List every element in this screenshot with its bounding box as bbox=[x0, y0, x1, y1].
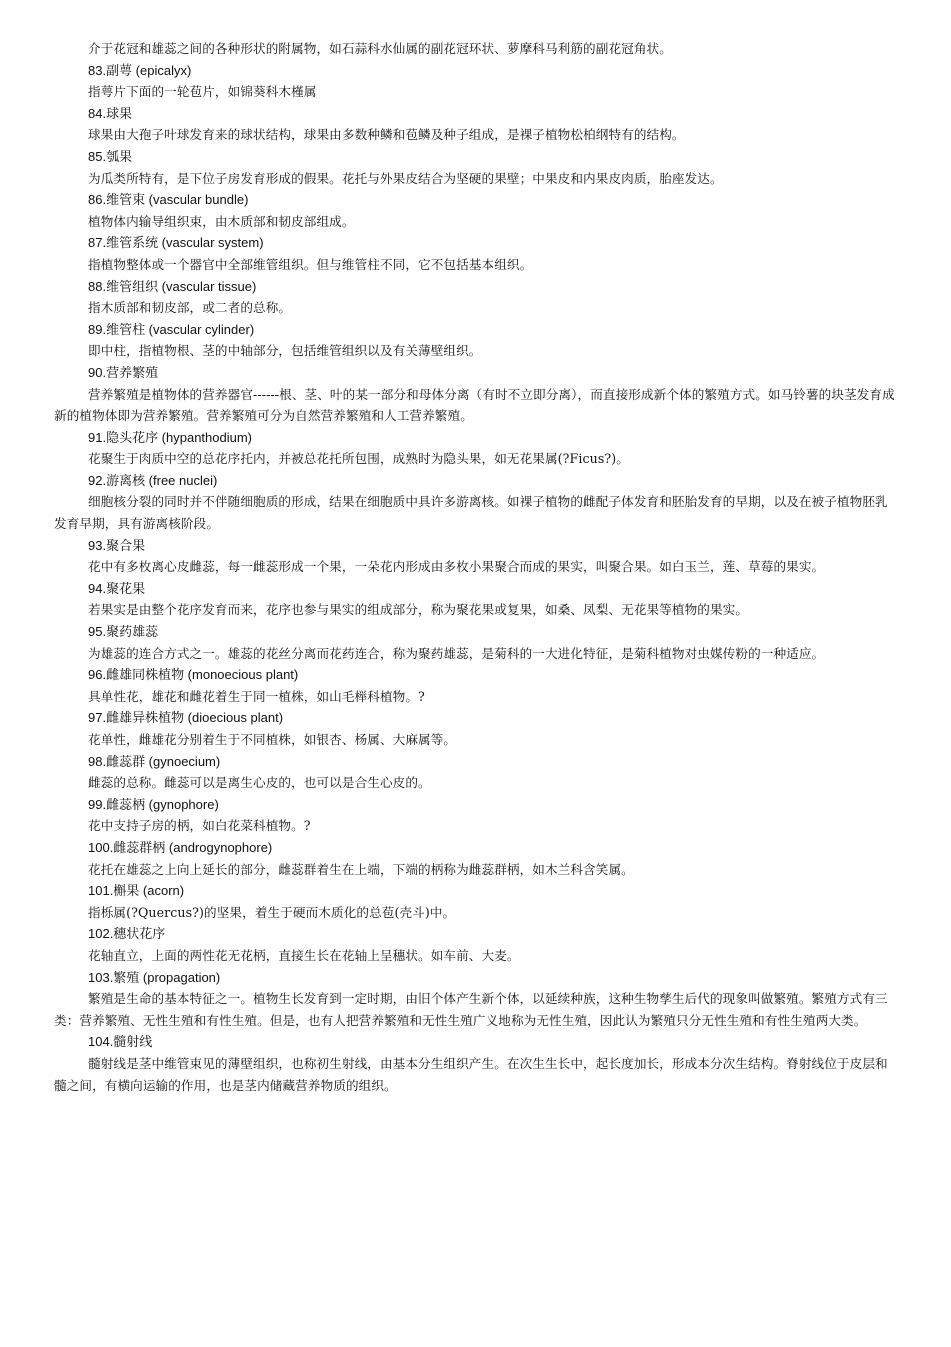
term-heading: 85.瓠果 bbox=[88, 148, 133, 164]
paragraph: 营养繁殖是植物体的营养器官------根、茎、叶的某一部分和母体分离（有时不立即分离），而直接形成新个体的繁殖方式。如马铃薯的块茎发育成新的植物体即为营养繁殖。营养繁殖可分为自然营养繁殖和人工营养繁殖。 bbox=[54, 386, 895, 424]
term-heading: 93.聚合果 bbox=[88, 537, 146, 553]
paragraph: 指木质部和韧皮部，或二者的总称。 bbox=[88, 300, 292, 316]
term-heading: 83.副萼 (epicalyx) bbox=[88, 62, 192, 78]
term-heading: 90.营养繁殖 bbox=[88, 364, 159, 380]
paragraph: 球果由大孢子叶球发育来的球状结构，球果由多数种鳞和苞鳞及种子组成，是裸子植物松柏纲特有的结构。 bbox=[88, 127, 685, 143]
term-heading: 91.隐头花序 (hypanthodium) bbox=[88, 429, 253, 445]
paragraph: 繁殖是生命的基本特征之一。植物生长发育到一定时期，由旧个体产生新个体，以延续种族，这种生物孳生后代的现象叫做繁殖。繁殖方式有三类：营养繁殖、无性生殖和有性生殖。但是，也有人把营养繁殖和无性生殖广义地称为无性生殖，因此认为繁殖只分无性生殖和有性生殖两大类。 bbox=[54, 991, 888, 1028]
paragraph: 花聚生于肉质中空的总花序托内，并被总花托所包围，成熟时为隐头果，如无花果属(?Ficus?)。 bbox=[88, 451, 629, 467]
paragraph: 雌蕊的总称。雌蕊可以是离生心皮的，也可以是合生心皮的。 bbox=[88, 775, 431, 791]
paragraph: 花轴直立，上面的两性花无花柄，直接生长在花轴上呈穗状。如车前、大麦。 bbox=[88, 947, 520, 963]
paragraph: 指萼片下面的一轮苞片，如锦葵科木槿属 bbox=[88, 84, 317, 100]
term-heading: 94.聚花果 bbox=[88, 580, 146, 596]
term-heading: 100.雌蕊群柄 (androgynophore) bbox=[88, 839, 273, 855]
paragraph: 花单性，雌雄花分别着生于不同植株，如银杏、杨属、大麻属等。 bbox=[88, 732, 457, 747]
term-heading: 99.雌蕊柄 (gynophore) bbox=[88, 796, 219, 812]
paragraph: 若果实是由整个花序发育而来，花序也参与果实的组成部分，称为聚花果或复果，如桑、凤梨、无花果等植物的果实。 bbox=[88, 602, 749, 618]
paragraph: 指植物整体或一个器官中全部维管组织。但与维管柱不同，它不包括基本组织。 bbox=[88, 256, 533, 272]
term-heading: 104.髓射线 bbox=[88, 1034, 153, 1050]
term-heading: 92.游离核 (free nuclei) bbox=[88, 472, 218, 488]
paragraph: 为雄蕊的连合方式之一。雄蕊的花丝分离而花药连合，称为聚药雄蕊，是菊科的一大进化特征，是菊科植物对虫媒传粉的一种适应。 bbox=[88, 645, 825, 661]
paragraph: 花中支持子房的柄，如白花菜科植物。? bbox=[88, 818, 311, 834]
term-heading: 87.维管系统 (vascular system) bbox=[88, 235, 264, 251]
term-heading: 95.聚药雄蕊 bbox=[88, 624, 159, 640]
paragraph: 即中柱，指植物根、茎的中轴部分，包括维管组织以及有关薄壁组织。 bbox=[88, 343, 482, 359]
term-heading: 84.球果 bbox=[88, 105, 133, 121]
paragraph: 指栎属(?Quercus?)的坚果，着生于硬而木质化的总苞(壳斗)中。 bbox=[88, 904, 456, 920]
term-heading: 97.雌雄异株植物 (dioecious plant) bbox=[88, 710, 284, 726]
term-heading: 88.维管组织 (vascular tissue) bbox=[88, 278, 257, 294]
term-heading: 101.槲果 (acorn) bbox=[88, 883, 185, 899]
term-heading: 86.维管束 (vascular bundle) bbox=[88, 192, 249, 208]
paragraph: 细胞核分裂的同时并不伴随细胞质的形成，结果在细胞质中具许多游离核。如裸子植物的雌配子体发育和胚胎发育的早期，以及在被子植物胚乳发育早期，具有游离核阶段。 bbox=[54, 494, 888, 532]
paragraph: 花中有多枚离心皮雌蕊，每一雌蕊形成一个果，一朵花内形成由多枚小果聚合而成的果实，叫聚合果。如白玉兰，莲、草莓的果实。 bbox=[88, 559, 825, 575]
term-heading: 89.维管柱 (vascular cylinder) bbox=[88, 321, 255, 337]
term-heading: 96.雌雄同株植物 (monoecious plant) bbox=[88, 667, 299, 683]
paragraph: 具单性花，雄花和雌花着生于同一植株，如山毛榉科植物。? bbox=[88, 688, 425, 704]
term-heading: 98.雌蕊群 (gynoecium) bbox=[88, 753, 221, 769]
term-heading: 102.穗状花序 bbox=[88, 926, 166, 942]
paragraph: 为瓜类所特有，是下位子房发育形成的假果。花托与外果皮结合为坚硬的果壁；中果皮和内果皮肉质，胎座发达。 bbox=[88, 170, 723, 186]
paragraph: 植物体内输导组织束，由木质部和韧皮部组成。 bbox=[88, 213, 355, 229]
paragraph: 介于花冠和雄蕊之间的各种形状的附属物，如石蒜科水仙属的副花冠环状、萝摩科马利筋的副花冠角状。 bbox=[88, 41, 672, 56]
term-heading: 103.繁殖 (propagation) bbox=[88, 969, 221, 985]
paragraph: 花托在雄蕊之上向上延长的部分，雌蕊群着生在上端，下端的柄称为雌蕊群柄，如木兰科含笑属。 bbox=[88, 861, 634, 877]
paragraph: 髓射线是茎中维管束见的薄壁组织，也称初生射线，由基本分生组织产生。在次生生长中，起长度加长，形成本分次生结构。脊射线位于皮层和髓之间，有横向运输的作用，也是茎内储藏营养物质的组织。 bbox=[54, 1055, 888, 1093]
